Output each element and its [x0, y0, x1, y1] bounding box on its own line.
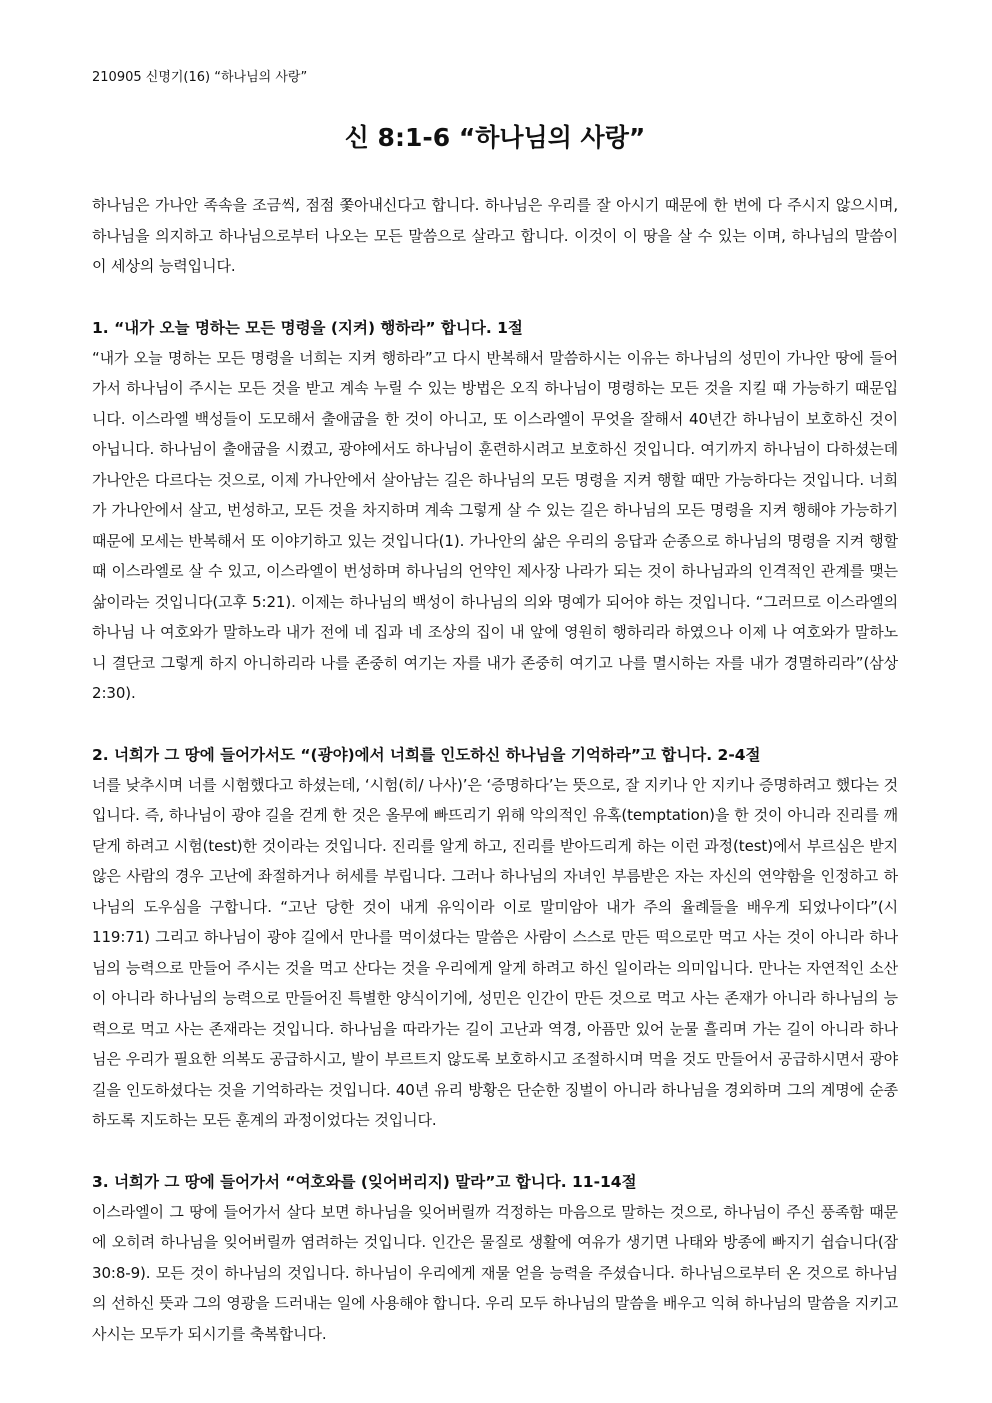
section-2 [92, 740, 898, 1136]
page-title: 신 8:1-6 “하나님의 사랑” [344, 123, 646, 152]
section-body: “내가 오늘 명하는 모든 명령을 너희는 지켜 행하라”고 다시 반복해서 말씀하시는 이유는 하나님의 성민이 가나안 땅에 들어가서 하나님이 주시는 모든 것을 받고 계속 누릴 수 있는 방법은 오직 하나님이 명령하는 모든 것을 지킬 때 가능하기 때문입니다. 이스라엘 백성들이 도모해서 출애굽을 한 것이 아니고, 또 이스라엘이 무엇을 잘해서 40년간 하나님이 보호하신 것이 아닙니다. 하나님이 출애굽을 시켰고, 광야에서도 하나님이 훈련하시려고 보호하신 것입니다. 여기까지 하나님이 다하셨는데 가나안은 다르다는 것으로, 이제 가나안에서 살아남는 길은 하나님의 모든 명령을 지켜 행할 때만 가능하다는 것입니다. 너희가 가나안에서 살고, 번성하고, 모든 것을 차지하며 계속 그렇게 살 수 있는 길은 하나님의 모든 명령을 지켜 행해야 가능하기 때문에 모세는 반복해서 또 이야기하고 있는 것입니다(1). 가나안의 삶은 우리의 응답과 순종으로 하나님의 명령을 지켜 행할 때 이스라엘로 살 수 있고, 이스라엘이 번성하며 하나님의 언약인 제사장 나라가 되는 것이 하나님과의 인격적인 관계를 맺는 삶이라는 것입니다(고후 5:21). 이제는 하나님의 백성이 하나님의 의와 명예가 되어야 하는 것입니다. “그러므로 이스라엘의 하나님 나 여호와가 말하노라 내가 전에 네 집과 네 조상의 집이 내 앞에 영원히 행하리라 하였으나 이제 나 여호와가 말하노니 결단코 그렇게 하지 아니하리라 나를 존중히 여기는 자를 내가 존중히 여기고 나를 멸시하는 자를 내가 경멸하리라”(삼상 2:30). [92, 348, 898, 702]
section-body: 이스라엘이 그 땅에 들어가서 살다 보면 하나님을 잊어버릴까 걱정하는 마음으로 말하는 것으로, 하나님이 주신 풍족함 때문에 오히려 하나님을 잊어버릴까 염려하는 것입니다. 인간은 물질로 생활에 여유가 생기면 나태와 방종에 빠지기 쉽습니다(잠 30:8-9). 모든 것이 하나님의 것입니다. 하나님이 우리에게 재물 얻을 능력을 주셨습니다. 하나님으로부터 온 것으로 하나님의 선하신 뜻과 그의 영광을 드러내는 일에 사용해야 합니다. 우리 모두 하나님의 말씀을 배우고 익혀 하나님의 말씀을 지키고 사시는 모두가 되시기를 축복합니다. [92, 1202, 898, 1343]
document-header-label: 210905 신명기(16) “하나님의 사랑” [92, 70, 308, 85]
section-heading: 1. “내가 오늘 명하는 모든 명령을 (지켜) 행하라” 합니다. 1절 [92, 318, 523, 337]
section-body: 너를 낮추시며 너를 시험했다고 하셨는데, ‘시험(히/ 나사)’은 ‘증명하다’는 뜻으로, 잘 지키나 안 지키나 증명하려고 했다는 것입니다. 즉, 하나님이 광야 길을 걷게 한 것은 올무에 빠뜨리기 위해 악의적인 유혹(temptation)을 한 것이 아니라 진리를 깨닫게 하려고 시험(test)한 것이라는 것입니다. 진리를 알게 하고, 진리를 받아드리게 하는 이런 과정(test)에서 부르심은 받지 않은 사람의 경우 고난에 좌절하거나 허세를 부립니다. 그러나 하나님의 자녀인 부름받은 자는 자신의 연약함을 인정하고 하나님의 도우심을 구합니다. “고난 당한 것이 내게 유익이라 이로 말미암아 내가 주의 율례들을 배우게 되었나이다”(시 119:71) 그리고 하나님이 광야 길에서 만나를 먹이셨다는 말씀은 사람이 스스로 만든 떡으로만 먹고 사는 것이 아니라 하나님의 능력으로 만들어 주시는 것을 먹고 산다는 것을 우리에게 알게 하려고 하신 일이라는 의미입니다. 만나는 자연적인 소산이 아니라 하나님의 능력으로 만들어진 특별한 양식이기에, 성민은 인간이 만든 것으로 먹고 사는 존재가 아니라 하나님의 능력으로 먹고 사는 존재라는 것입니다. 하나님을 따라가는 길이 고난과 역경, 아픔만 있어 눈물 흘리며 가는 길이 아니라 하나님은 우리가 필요한 의복도 공급하시고, 발이 부르트지 않도록 보호하시고 조절하시며 먹을 것도 만들어서 공급하시면서 광야 길을 인도하셨다는 것을 기억하라는 것입니다. 40년 유리 방황은 단순한 징벌이 아니라 하나님을 경외하며 그의 계명에 순종하도록 지도하는 모든 훈계의 과정이었다는 것입니다. [92, 775, 898, 1129]
section-heading: 2. 너희가 그 땅에 들어가서도 “(광야)에서 너희를 인도하신 하나님을 기억하라”고 합니다. 2-4절 [92, 745, 761, 764]
section-3 [92, 1167, 898, 1350]
section-1 [92, 313, 898, 709]
section-heading: 3. 너희가 그 땅에 들어가서 “여호와를 (잊어버리지) 말라”고 합니다. 11-14절 [92, 1172, 637, 1191]
document-page [92, 68, 898, 1349]
intro-paragraph: 하나님은 가나안 족속을 조금씩, 점점 쫓아내신다고 합니다. 하나님은 우리를 잘 아시기 때문에 한 번에 다 주시지 않으시며, 하나님을 의지하고 하나님으로부터 나오는 모든 말씀으로 살라고 합니다. 이것이 이 땅을 살 수 있는 이며, 하나님의 말씀이 이 세상의 능력입니다. [92, 196, 898, 275]
